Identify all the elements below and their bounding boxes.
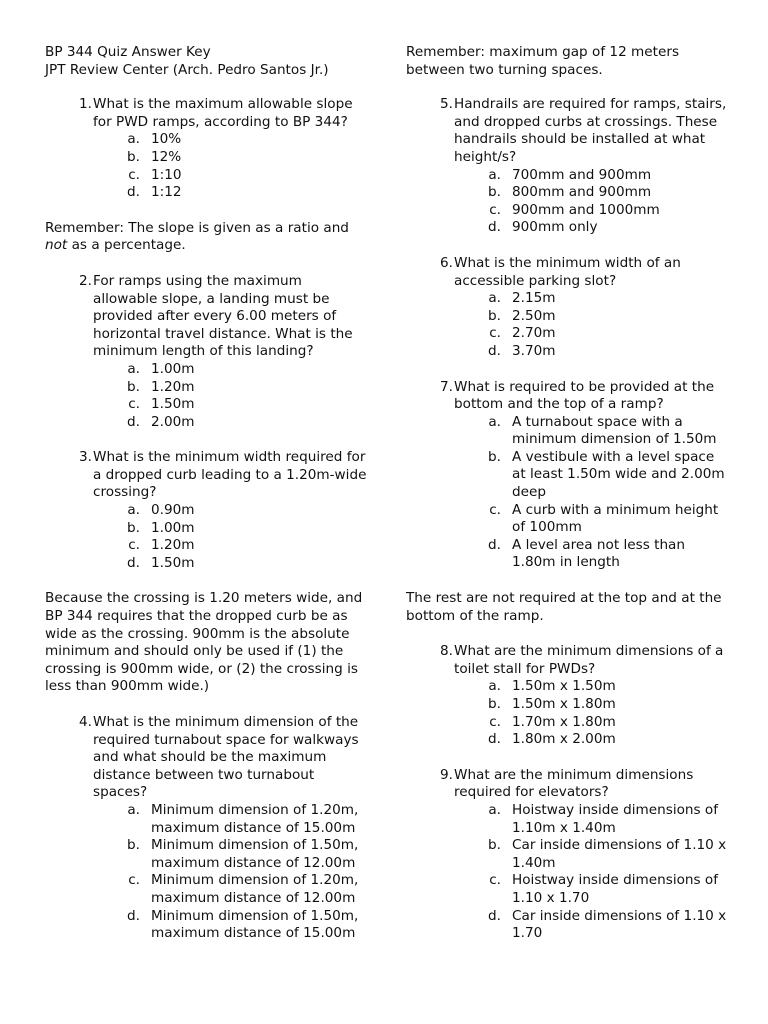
option-c [454, 714, 731, 732]
option-letter: b. [488, 184, 501, 201]
note-top: Remember: maximum gap of 12 meters between two turning spaces. [406, 44, 680, 78]
option-letter: a. [488, 166, 501, 183]
options-list [454, 167, 731, 237]
option-letter: d. [127, 184, 140, 201]
option-text: 1.50m [151, 396, 195, 413]
option-letter: b. [127, 837, 140, 854]
option-text: 900mm and 1000mm [512, 201, 660, 218]
option-c [454, 502, 731, 537]
question-text: What are the minimum dimensions of a toilet stall for PWDs? [454, 643, 724, 677]
option-text: 1.20m [151, 378, 195, 395]
option-a [454, 290, 731, 308]
question-number: 8. [440, 643, 453, 660]
option-b [454, 837, 731, 872]
note-emphasis: not [45, 237, 68, 254]
option-letter: c. [128, 166, 140, 183]
option-letter: c. [128, 537, 140, 554]
option-letter: a. [127, 131, 140, 148]
option-letter: b. [488, 837, 501, 854]
option-b [93, 379, 370, 397]
question-number: 4. [79, 714, 92, 730]
option-letter: a. [127, 360, 140, 377]
question-4 [45, 714, 370, 943]
option-letter: d. [488, 342, 501, 359]
option-text: Car inside dimensions of 1.10 x 1.70 [512, 907, 727, 942]
option-b [454, 184, 731, 202]
option-c [93, 167, 370, 185]
question-1 [45, 96, 370, 202]
option-letter: a. [488, 801, 501, 818]
option-c [454, 872, 731, 907]
option-c [454, 325, 731, 343]
option-letter: a. [488, 413, 501, 430]
option-d [93, 555, 370, 573]
option-text: 1.50m x 1.80m [512, 696, 616, 712]
option-text: Minimum dimension of 1.20m, maximum distance of 15.00m [151, 801, 359, 836]
note-1 [45, 220, 370, 255]
note-text: as a percentage. [67, 237, 186, 254]
option-text: A turnabout space with a minimum dimension of 1.50m [512, 413, 717, 448]
option-b [454, 308, 731, 326]
option-text: 1:12 [151, 184, 182, 201]
option-a [93, 502, 370, 520]
option-letter: d. [127, 554, 140, 571]
option-letter: a. [127, 801, 140, 818]
option-text: 1.00m [151, 519, 195, 536]
option-text: 1.50m x 1.50m [512, 678, 616, 695]
question-number: 7. [440, 378, 453, 395]
option-text: A vestibule with a level space at least 1.50m wide and 2.00m deep [512, 448, 725, 501]
option-d [454, 343, 731, 361]
question-number: 2. [79, 272, 92, 289]
option-letter: a. [488, 678, 501, 695]
option-b [93, 149, 370, 167]
option-letter: c. [489, 501, 501, 518]
document-subtitle: JPT Review Center (Arch. Pedro Santos Jr.) [45, 61, 329, 78]
question-text: What is the minimum width of an accessible parking slot? [454, 254, 681, 289]
option-a [93, 131, 370, 149]
note-2: Because the crossing is 1.20 meters wide, and BP 344 requires that the dropped curb be as wide as the crossing. 900mm is the absolute minimum and should only be used if (1) the crossing is 900mm wide, or (2) the crossing is less than 900mm wide.) [45, 590, 363, 695]
option-letter: d. [127, 907, 140, 924]
option-text: 2.00m [151, 413, 195, 430]
option-a [93, 802, 370, 837]
question-2 [45, 273, 370, 431]
option-text: 800mm and 900mm [512, 184, 652, 201]
option-c [93, 872, 370, 907]
option-letter: b. [127, 519, 140, 536]
question-number: 3. [79, 449, 92, 466]
option-c [93, 396, 370, 414]
option-text: 1.70m x 1.80m [512, 713, 616, 730]
option-letter: c. [489, 201, 501, 218]
question-9 [406, 767, 731, 943]
option-text: 12% [151, 148, 182, 165]
option-b [93, 520, 370, 538]
option-c [93, 537, 370, 555]
question-7 [406, 379, 731, 573]
question-text: Handrails are required for ramps, stairs, and dropped curbs at crossings. These handrails should be installed at what height/s? [454, 96, 727, 165]
option-d [454, 537, 731, 572]
option-letter: b. [127, 148, 140, 165]
option-d [454, 908, 731, 943]
option-text: 2.15m [512, 290, 556, 307]
option-letter: c. [489, 325, 501, 342]
options-list [454, 678, 731, 748]
option-text: 3.70m [512, 342, 556, 359]
option-letter: b. [488, 307, 501, 324]
option-b [93, 837, 370, 872]
option-text: Hoistway inside dimensions of 1.10 x 1.70 [512, 872, 719, 906]
option-a [454, 802, 731, 837]
option-d [93, 184, 370, 202]
option-text: 1.20m [151, 537, 195, 554]
question-6 [406, 255, 731, 361]
options-list [93, 131, 370, 201]
question-text: What are the minimum dimensions required for elevators? [454, 766, 694, 801]
question-number: 6. [440, 254, 453, 271]
options-list [454, 414, 731, 572]
question-text: What is the minimum width required for a dropped curb leading to a 1.20m-wide crossing? [93, 449, 367, 501]
right-column [406, 44, 731, 943]
option-letter: c. [128, 872, 140, 889]
option-text: A curb with a minimum height of 100mm [512, 501, 719, 536]
option-d [454, 219, 731, 237]
option-text: 1.50m [151, 554, 195, 571]
option-letter: d. [127, 413, 140, 430]
question-number: 9. [440, 766, 453, 783]
option-letter: a. [127, 502, 140, 519]
question-8 [406, 643, 731, 749]
question-text: What is the minimum dimension of the required turnabout space for walkways and what should be the maximum distance between two turnabout spaces? [93, 714, 359, 801]
option-d [454, 731, 731, 749]
option-a [454, 414, 731, 449]
option-text: 900mm only [512, 219, 598, 236]
option-letter: d. [488, 536, 501, 553]
option-text: 1:10 [151, 166, 182, 183]
option-letter: d. [488, 219, 501, 236]
options-list [93, 802, 370, 943]
option-letter: b. [488, 696, 501, 712]
option-letter: b. [488, 448, 501, 465]
question-text: What is required to be provided at the bottom and the top of a ramp? [454, 378, 715, 413]
question-text: What is the maximum allowable slope for PWD ramps, according to BP 344? [93, 96, 353, 130]
document-header [45, 44, 370, 79]
option-text: 1.00m [151, 360, 195, 377]
option-c [454, 202, 731, 220]
option-text: 0.90m [151, 502, 195, 519]
option-text: Minimum dimension of 1.50m, maximum distance of 15.00m [151, 907, 359, 942]
options-list [93, 361, 370, 431]
option-letter: d. [488, 731, 501, 748]
option-letter: b. [127, 378, 140, 395]
option-text: 2.70m [512, 325, 556, 342]
options-list [454, 802, 731, 943]
option-d [93, 908, 370, 943]
option-a [454, 678, 731, 696]
options-list [93, 502, 370, 572]
option-b [454, 449, 731, 502]
option-letter: d. [488, 907, 501, 924]
option-text: 2.50m [512, 307, 556, 324]
option-letter: c. [489, 713, 501, 730]
option-b [454, 696, 731, 714]
question-number: 1. [79, 96, 92, 113]
options-list [454, 290, 731, 360]
option-text: A level area not less than 1.80m in length [512, 536, 686, 571]
option-a [454, 167, 731, 185]
option-a [93, 361, 370, 379]
question-5 [406, 96, 731, 237]
option-letter: c. [128, 396, 140, 413]
option-text: 700mm and 900mm [512, 166, 652, 183]
option-d [93, 414, 370, 432]
question-3 [45, 449, 370, 572]
option-letter: c. [489, 872, 501, 889]
option-text: Minimum dimension of 1.50m, maximum distance of 12.00m [151, 837, 359, 871]
option-text: Car inside dimensions of 1.10 x 1.40m [512, 837, 727, 871]
option-text: Minimum dimension of 1.20m, maximum distance of 12.00m [151, 872, 359, 906]
question-text: For ramps using the maximum allowable slope, a landing must be provided after every 6.00 meters of horizontal travel distance. What is the minimum length of this landing? [93, 272, 353, 360]
note-7: The rest are not required at the top and at the bottom of the ramp. [406, 590, 722, 624]
note-text: Remember: The slope is given as a ratio and [45, 219, 349, 236]
option-text: 1.80m x 2.00m [512, 731, 616, 748]
option-text: Hoistway inside dimensions of 1.10m x 1.40m [512, 801, 719, 836]
option-text: 10% [151, 131, 182, 148]
document-title: BP 344 Quiz Answer Key [45, 44, 211, 60]
option-letter: a. [488, 290, 501, 307]
question-number: 5. [440, 96, 453, 113]
left-column [45, 44, 370, 943]
